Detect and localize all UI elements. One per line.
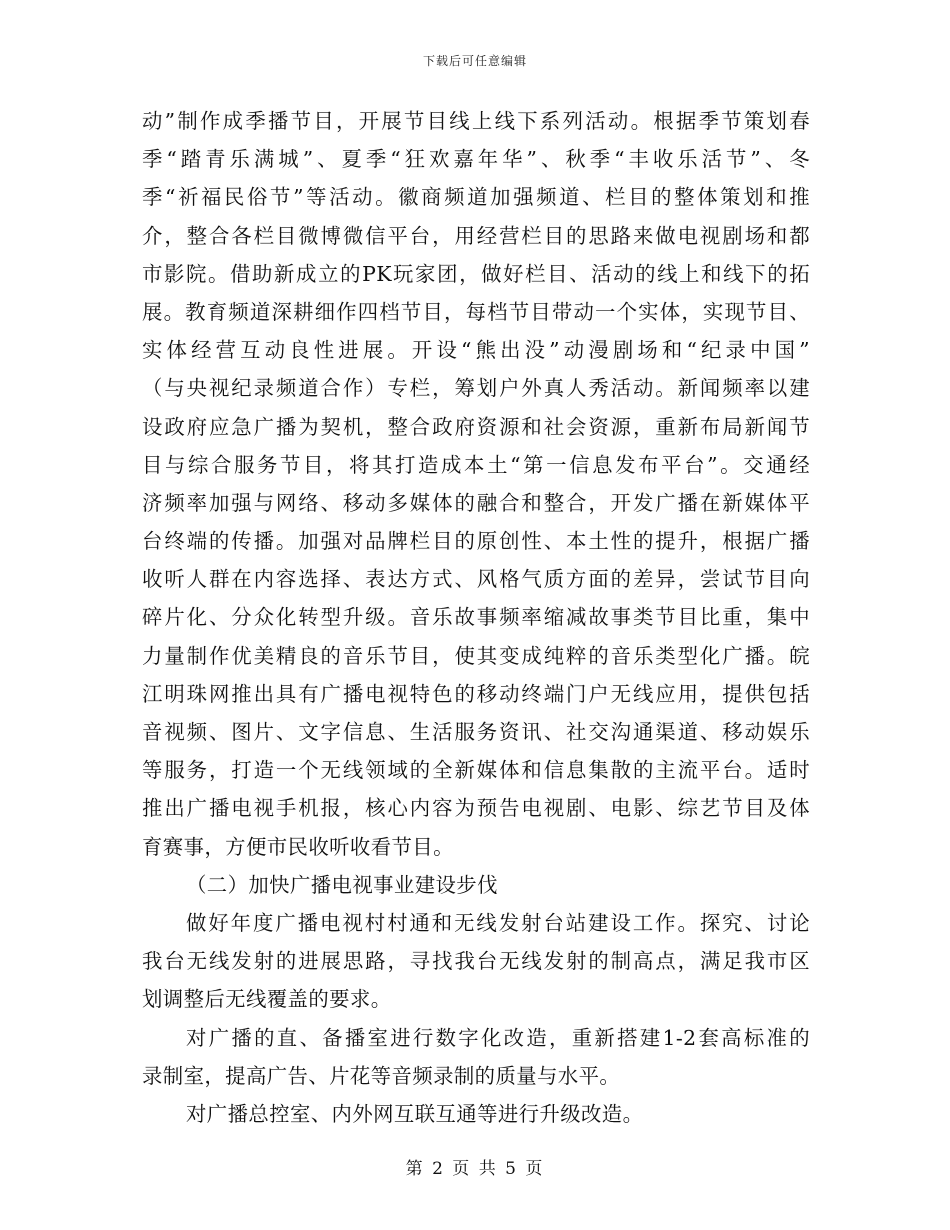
paragraph-line: 做好年度广播电视村村通和无线发射台站建设工作。探究、讨论 bbox=[186, 910, 810, 935]
paragraph-line: 录制室，提高广告、片花等音频录制的质量与水平。 bbox=[142, 1063, 621, 1088]
paragraph-line: 碎片化、分众化转型升级。音乐故事频率缩减故事类节目比重，集中 bbox=[142, 605, 810, 630]
paragraph-line: （与央视纪录频道合作）专栏，筹划户外真人秀活动。新闻频率以建 bbox=[142, 376, 810, 401]
paragraph-line: 收听人群在内容选择、表达方式、风格气质方面的差异，尝试节目向 bbox=[142, 567, 810, 592]
paragraph-line: 对广播的直、备播室进行数字化改造，重新搭建1-2套高标准的 bbox=[186, 1025, 810, 1050]
paragraph-line: 力量制作优美精良的音乐节目，使其变成纯粹的音乐类型化广播。皖 bbox=[142, 643, 810, 668]
page-number: 第 2 页 共 5 页 bbox=[405, 1159, 545, 1179]
paragraph-line: 对广播总控室、内外网互联互通等进行升级改造。 bbox=[186, 1101, 644, 1126]
paragraph-line: 育赛事，方便市民收听收看节目。 bbox=[142, 834, 454, 859]
paragraph-line: 济频率加强与网络、移动多媒体的融合和整合，开发广播在新媒体平 bbox=[142, 490, 810, 515]
paragraph-line: 展。教育频道深耕细作四档节目，每档节目带动一个实体，实现节目、 bbox=[142, 299, 810, 324]
paragraph-line: 动”制作成季播节目，开展节目线上线下系列活动。根据季节策划春 bbox=[142, 109, 810, 133]
document-body bbox=[142, 102, 810, 1133]
paragraph-line: 目与综合服务节目，将其打造成本土“第一信息发布平台”。交通经 bbox=[142, 452, 810, 477]
paragraph-line: 实体经营互动良性进展。开设“熊出没”动漫剧场和“纪录中国” bbox=[142, 338, 810, 363]
paragraph-line: 推出广播电视手机报，核心内容为预告电视剧、电影、综艺节目及体 bbox=[142, 796, 810, 821]
paragraph-line: 我台无线发射的进展思路，寻找我台无线发射的制高点，满足我市区 bbox=[142, 949, 810, 974]
paragraph-line: 设政府应急广播为契机，整合政府资源和社会资源，重新布局新闻节 bbox=[142, 414, 810, 439]
paragraph-line: 划调整后无线覆盖的要求。 bbox=[142, 987, 392, 1012]
paragraph-line: 江明珠网推出具有广播电视特色的移动终端门户无线应用，提供包括 bbox=[142, 681, 810, 706]
paragraph-line: 市影院。借助新成立的PK玩家团，做好栏目、活动的线上和线下的拓 bbox=[142, 261, 810, 286]
paragraph-line: 介，整合各栏目微博微信平台，用经营栏目的思路来做电视剧场和都 bbox=[142, 223, 810, 248]
page-header: 下载后可任意编辑 bbox=[422, 54, 527, 68]
paragraph-line: 季“祈福民俗节”等活动。徽商频道加强频道、栏目的整体策划和推 bbox=[142, 185, 810, 210]
section-heading: （二）加快广播电视事业建设步伐 bbox=[186, 872, 498, 897]
paragraph-line: 等服务，打造一个无线领域的全新媒体和信息集散的主流平台。适时 bbox=[142, 758, 810, 783]
paragraph-line: 季“踏青乐满城”、夏季“狂欢嘉年华”、秋季“丰收乐活节”、冬 bbox=[142, 147, 810, 172]
paragraph-line: 音视频、图片、文字信息、生活服务资讯、社交沟通渠道、移动娱乐 bbox=[142, 720, 810, 744]
paragraph-line: 台终端的传播。加强对品牌栏目的原创性、本土性的提升，根据广播 bbox=[142, 529, 810, 554]
